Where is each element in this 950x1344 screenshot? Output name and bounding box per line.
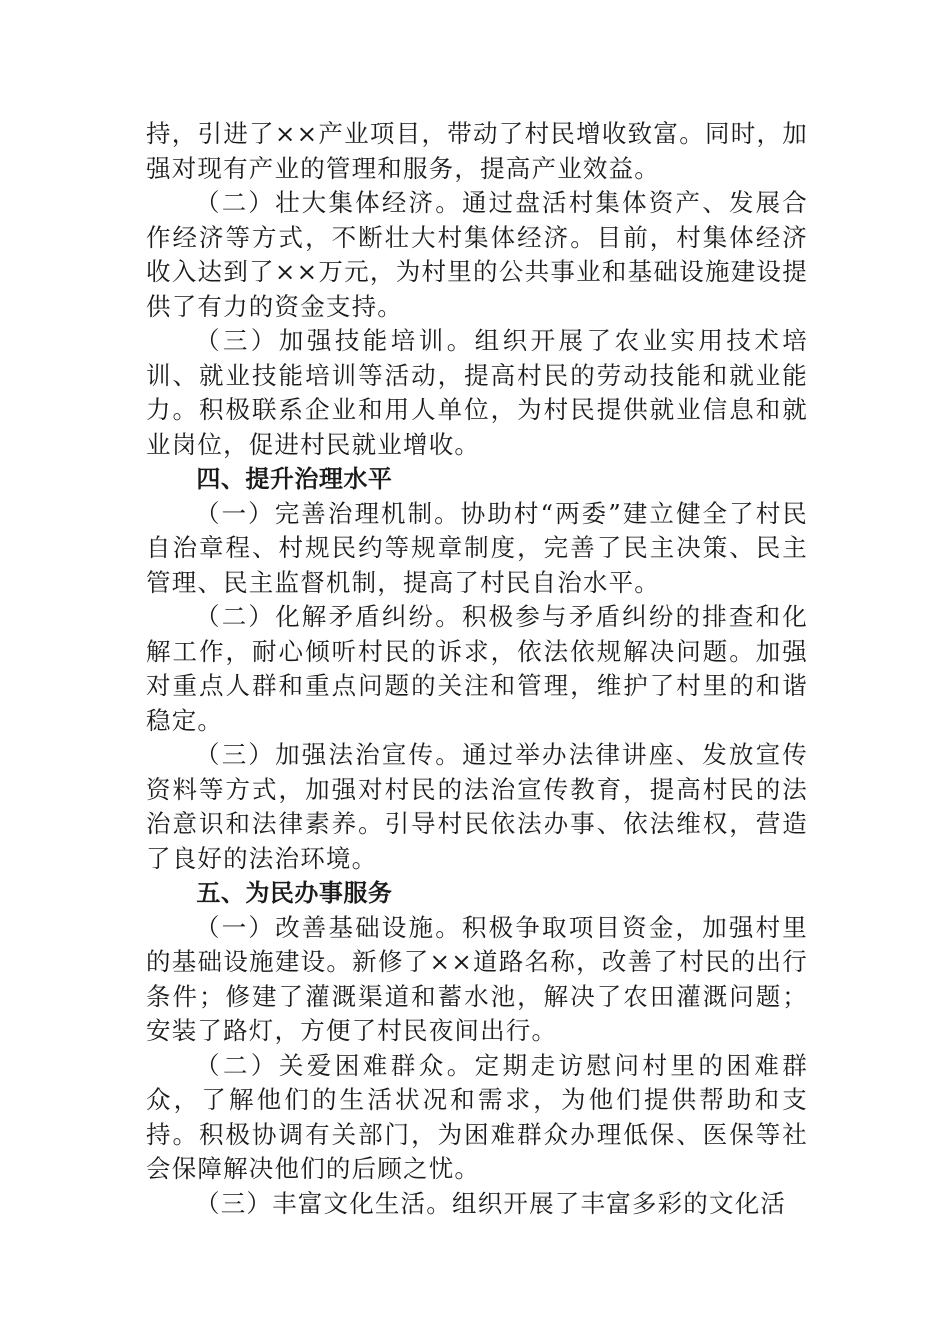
paragraph-industry-continued: 持，引进了××产业项目，带动了村民增收致富。同时，加强对现有产业的管理和服务，提高产业效益。 [146, 119, 808, 183]
paragraph-care-for-needy: （二）关爱困难群众。定期走访慰问村里的困难群众，了解他们的生活状况和需求，为他们提供帮助和支持。积极协调有关部门，为困难群众办理低保、医保等社会保障解决他们的后顾之忧。 [146, 1050, 808, 1183]
document-body [146, 117, 808, 1221]
paragraph-infrastructure: （一）改善基础设施。积极争取项目资金，加强村里的基础设施建设。新修了××道路名称，改善了村民的出行条件；修建了灌溉渠道和蓄水池，解决了农田灌溉问题；安装了路灯，方便了村民夜间出行。 [146, 912, 808, 1045]
section-heading-governance: 四、提升治理水平 [196, 465, 393, 493]
paragraph-collective-economy: （二）壮大集体经济。通过盘活村集体资产、发展合作经济等方式，不断壮大村集体经济。目前，村集体经济收入达到了××万元，为村里的公共事业和基础设施建设提供了有力的资金支持。 [146, 188, 808, 321]
paragraph-cultural-life: （三）丰富文化生活。组织开展了丰富多彩的文化活 [195, 1188, 787, 1218]
paragraph-governance-mechanism: （一）完善治理机制。协助村“两委”建立健全了村民自治章程、村规民约等规章制度，完善了民主决策、民主管理、民主监督机制，提高了村民自治水平。 [146, 498, 808, 597]
paragraph-legal-publicity: （三）加强法治宣传。通过举办法律讲座、发放宣传资料等方式，加强对村民的法治宣传教育，提高村民的法治意识和法律素养。引导村民依法办事、依法维权，营造了良好的法治环境。 [146, 740, 808, 873]
paragraph-skills-training: （三）加强技能培训。组织开展了农业实用技术培训、就业技能培训等活动，提高村民的劳动技能和就业能力。积极联系企业和用人单位，为村民提供就业信息和就业岗位，促进村民就业增收。 [146, 326, 808, 459]
paragraph-dispute-resolution: （二）化解矛盾纠纷。积极参与矛盾纠纷的排查和化解工作，耐心倾听村民的诉求，依法依规解决问题。加强对重点人群和重点问题的关注和管理，维护了村里的和谐稳定。 [146, 602, 808, 735]
section-heading-public-service: 五、为民办事服务 [196, 879, 393, 907]
